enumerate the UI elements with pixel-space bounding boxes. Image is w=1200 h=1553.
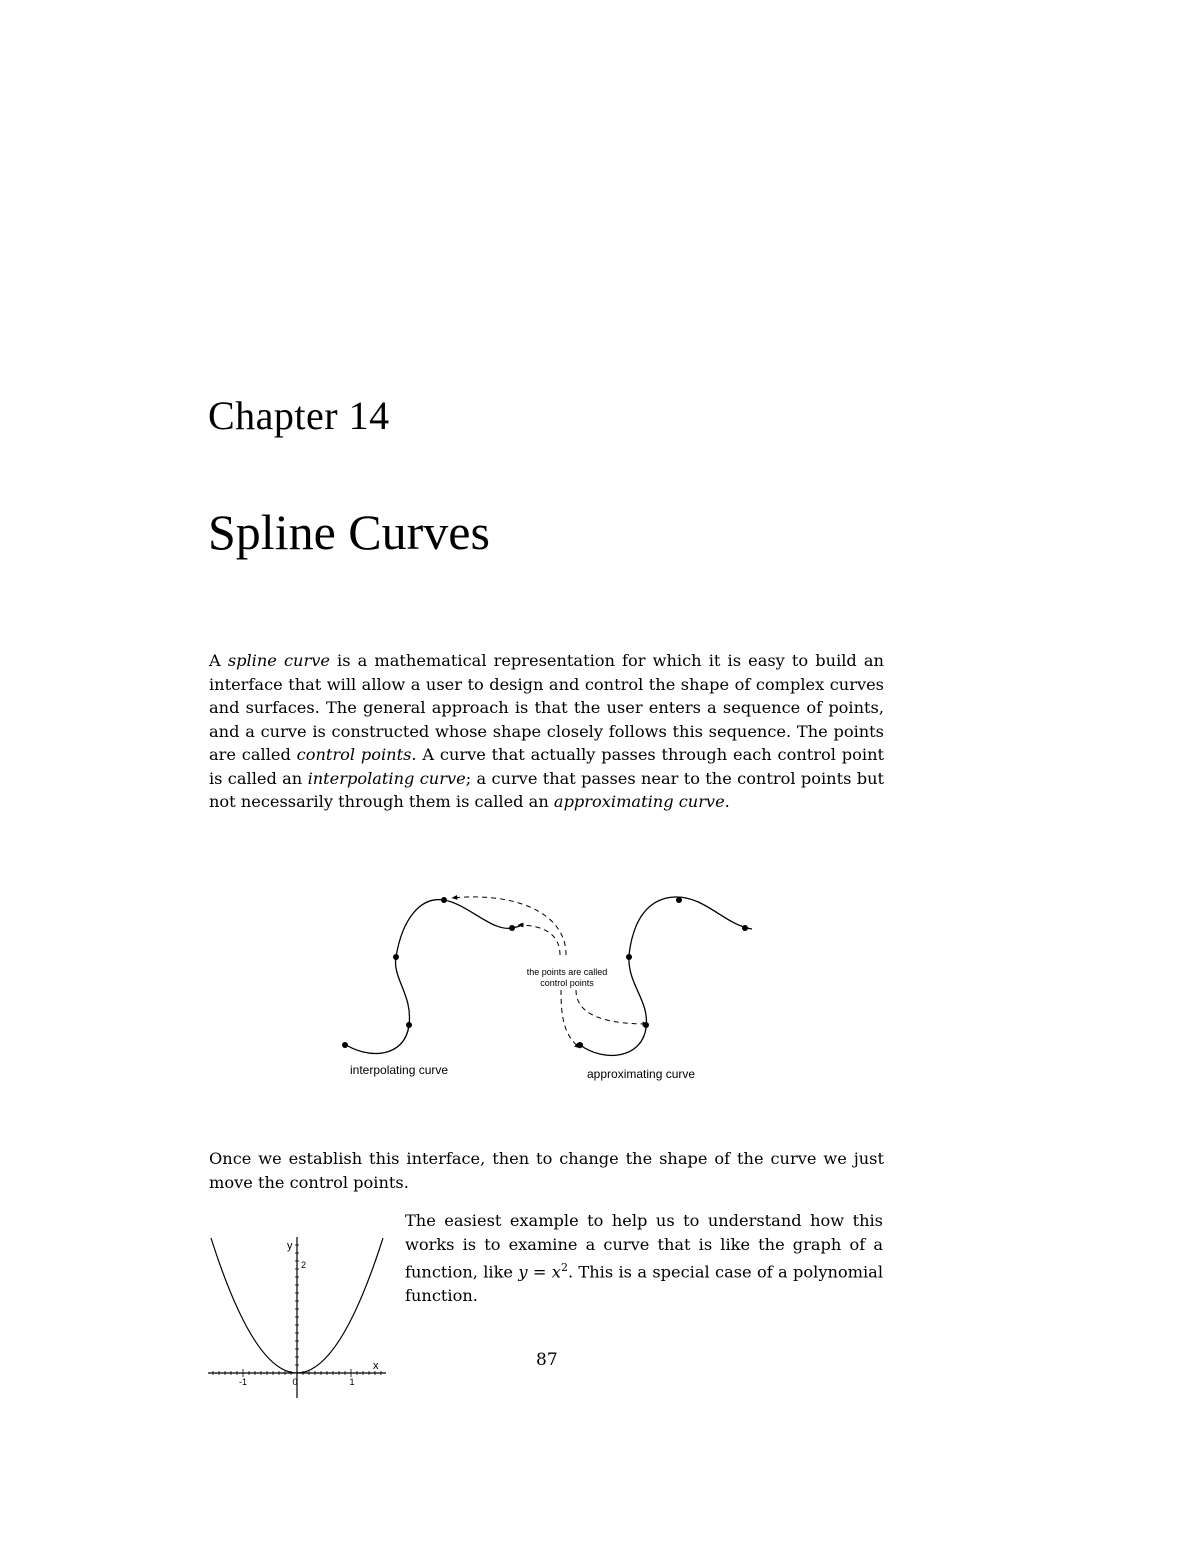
- third-text-1: The easiest example to help us to understand how this works is to examine a curve that is like the graph of a function, like: [405, 1211, 883, 1282]
- page-number: 87: [536, 1350, 558, 1370]
- intro-paragraph: [209, 649, 884, 814]
- callout-label-line-2: control points: [540, 978, 594, 988]
- interpolating-curve: [343, 900, 523, 1054]
- interpolating-curve-label: interpolating curve: [350, 1063, 449, 1077]
- control-point: [676, 897, 682, 903]
- control-point: [393, 954, 399, 960]
- control-point: [342, 1042, 348, 1048]
- control-point: [406, 1022, 412, 1028]
- control-point: [742, 925, 748, 931]
- term-approximating-curve: approximating curve: [553, 792, 725, 811]
- callout-label-line-1: the points are called: [526, 967, 608, 977]
- equation-lhs: y: [518, 1262, 528, 1282]
- intro-text-2: is a mathematical representation for which it is easy to build an interface that will allow a user to design and control the shape of complex curves and surfaces. The general approach is that the user enters a sequence of points, and a curve is constructed whose shape closely follows this sequence. The points are called: [209, 651, 884, 764]
- control-point: [626, 954, 632, 960]
- control-point: [643, 1022, 649, 1028]
- interpolating-control-points: [342, 897, 515, 1048]
- chapter-title: Spline Curves: [208, 504, 490, 560]
- x-tick-label: 1: [349, 1377, 355, 1387]
- x-axis-label: x: [373, 1360, 379, 1372]
- x-tick-label: -1: [238, 1377, 248, 1387]
- y-tick-label: 2: [301, 1260, 307, 1270]
- term-spline-curve: spline curve: [227, 651, 330, 670]
- term-interpolating-curve: interpolating curve: [307, 768, 466, 788]
- control-point: [577, 1042, 583, 1048]
- third-paragraph: [405, 1209, 883, 1307]
- x-tick-label: 0: [292, 1377, 298, 1387]
- control-point: [509, 925, 515, 931]
- second-paragraph: Once we establish this interface, then to change the shape of the curve we just move the control points.: [209, 1149, 884, 1192]
- chapter-number: Chapter 14: [208, 393, 390, 438]
- intro-text-4: ; a curve that passes near to the control points but not necessarily through them is called an: [209, 768, 884, 811]
- equation-exponent: 2: [560, 1261, 568, 1274]
- intro-text-5: .: [724, 792, 730, 811]
- parabola-graph: [205, 1232, 390, 1402]
- spline-curves-figure: [330, 885, 770, 1085]
- y-axis-label: y: [287, 1240, 293, 1252]
- intro-text-1: A: [209, 651, 228, 670]
- control-point: [441, 897, 447, 903]
- equation-operator: =: [527, 1262, 552, 1282]
- third-text-2: . This is a special case of a polynomial function.: [405, 1262, 884, 1305]
- approximating-curve-label: approximating curve: [587, 1067, 696, 1081]
- term-control-points: control points: [296, 745, 412, 764]
- equation-base: x: [551, 1262, 561, 1282]
- intro-text-3: . A curve that actually passes through each control point is called an: [209, 745, 885, 788]
